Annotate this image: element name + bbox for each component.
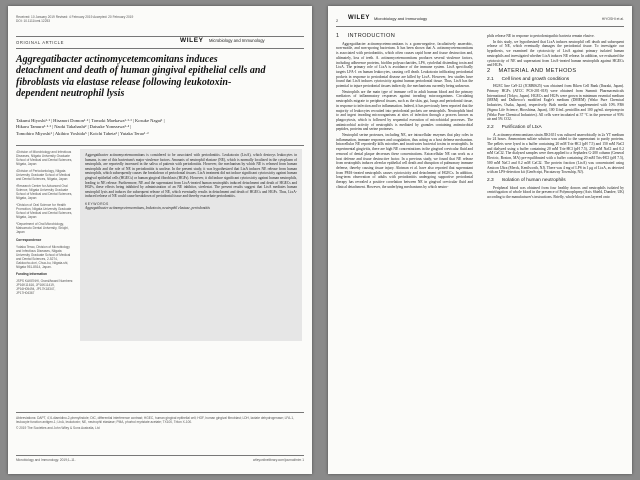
publisher-logo: WILEY: [348, 15, 370, 21]
paragraph: A. actinomycetemcomitans strain JIK1651 was cultured anaerobically in 2x YT medium for 24 hours. Ammonium sulfate solution was added to the supernatant to purify proteins. The pellets were lysed in a buffer containing 20 mM Tris-HCl (pH 7.5) and 150 mM NaCl and dialyzed using a buffer containing 20 mM Tris-HCl (pH 7.5), 250 mM NaCl and 0.2 mM CaCl2. The dialyzed samples were then applied to a Sephadex G-200 column (General Electric, Boston, MA) pre-equilibrated with a buffer containing 20 mM Tris-HCl (pH 7.5), 500 mM NaCl and 0.2 mM CaCl2. The protein fraction (LtxA) was concentrated using Amicon Ultra (Merck, Kenilworth, NJ). There was 4 mg of LPS in 1 μg of LtxA, as detected with an LPS-detection kit (GenScript, Piscataway Township, NJ).: [487, 132, 624, 175]
footnote-text: Abbreviations: DAPT, 4',6-diamidino-2-phenylindole; DIC, differential interference contrast; HGEC, human gingival epithelial cell; HGF, human gingival fibroblast; LDH, lactate dehydrogenase; LFA-1, leukocyte function antigen-1; LtxA, leukotoxin; NE, neutrophil elastase; PMA, phorbol myristate acetate; TX100, Triton X-100.: [16, 416, 295, 424]
history-line: Received: 10 January 2019 Revised: 4 February 2019 Accepted: 20 February 2019: [16, 15, 134, 19]
correspondence-address: Yutaka Terao, Division of Microbiology and Infectious Diseases, Niigata University Graduate School of Medical and Dental Sciences, 2-5274, Gakkocho-dori, Chuo-ku, Niigata-shi, Niigata 951-8514, Japan.: [16, 245, 71, 269]
paragraph: phils release NE in response to periodontopathic bacteria remain elusive.: [487, 34, 595, 38]
authors-rule: [16, 145, 304, 146]
section-heading: [487, 69, 624, 74]
author-line: Tomohiro Miyoshi¹ | Akihiro Yoshida⁵ | Koichi Tabeta² | Yutaka Terao¹·³: [16, 130, 149, 136]
running-head: HIYOSHI et al.: [601, 17, 624, 21]
paragraph: Neutrophil serine proteases, including NE, are intracellular enzymes that play roles in inflammation, immune responses and coagulation, thus acting as a host defense mechanism. Intracellular NE reportedly kills microbes and inactivates bacterial toxins in neutrophils. In experimental gingivitis, there are high NE concentrations in the gingival crevicular fluid and removal of dental plaque decreases these concentrations. Extracellular NE can work as a host defense and tissue destructive factor. In a previous study, we found that NE release from neutrophils induces alveolar epithelial cell death and disruption of pulmonary immune defense, thereby causing tissue injury. Alotman et al. have also reported that supernatant from PMA-treated neutrophils causes cytotoxicity and detachment of HGECs. In addition, long-term observation of adults with periodontitis undergoing supportive periodontal therapy has revealed a positive correlation between NE in gingival crevicular fluid and clinical detachment. However, the underlying mechanisms by which neutro-: [336, 133, 473, 189]
section-number: 2: [487, 67, 491, 74]
doi-line: DOI: 10.1111/omi.12253: [16, 19, 51, 23]
affiliation: ²Division of Periodontology, Niigata University Graduate School of Medical and Dental Sciences, Niigata, Japan: [16, 169, 71, 181]
copyright-text: © 2019 The Societies and John Wiley & Sons Australia, Ltd: [16, 426, 100, 430]
subsection-title: Isolation of human neutrophils: [501, 177, 566, 183]
section-heading: [336, 34, 473, 39]
page-number: 2: [336, 18, 339, 23]
footnote-rule: [16, 412, 304, 413]
footer-citation: Microbiology and Immunology. 2019;1–11.: [16, 458, 76, 462]
left-page: [8, 6, 312, 474]
subsection-heading: [487, 78, 624, 83]
text-column-right: [487, 34, 624, 201]
article-title: Aggregatibacter actinomycetemcomitans induces detachment and death of human gingival epithelial cells and fibroblasts via elastase release following leukotoxin-dependent neutrophil lysis: [16, 54, 266, 100]
section-title: INTRODUCTION: [347, 33, 396, 39]
page-footer: [16, 458, 304, 462]
correspondence-label: Correspondence: [16, 238, 42, 242]
affiliation: ¹Division of Microbiology and Infectious Diseases, Niigata University Graduate School of Medical and Dental Sciences, Niigata, Japan: [16, 150, 73, 166]
keywords-label: KEYWORDS: [85, 201, 109, 206]
subsection-number: 2.1: [487, 76, 494, 82]
funding-label: Funding information: [16, 272, 47, 276]
funding-text: JSPS KAKENHI, Grant/Award Numbers: JP16K11616, JP16K11419, JP16H05494, JP17K18347, JP17H04367: [16, 279, 74, 295]
footer-link[interactable]: wileyonlinelibrary.com/journal/mim 1: [253, 458, 304, 462]
paragraph: Aggregatibacter actinomycetemcomitans is a gram-negative, facultatively anaerobic, non-motile, and non-sporing bacterium. It has been shown that A. actinomycetemcomitans is associated with periodontitis, which often causes rapid bone and tissue destruction and, ultimately, loss of teeth. A. actinomycetemcomitans produces several virulence factors, including adherence proteins, biofilm polysaccharides, LPS, cytolethal distending toxin and LtxA. The primary role of LtxA is avoidance of the immune system. LtxA specifically targets LFA-1 on human leukocytes, causing cell death. Leukotoxin infiltrating periodontal pockets in response to periodontal disease are killed by LtxA. However, few studies have found that LtxA induces cytotoxicity against human periodontal tissue. Thus, LtxA has the potential to injure periodontal tissues indirectly, the mechanisms currently being unknown.: [336, 41, 473, 89]
paragraph: Peripheral blood was obtained from four healthy donors and neutrophils isolated by centrifugation of whole blood in the presence of Polymorphprep (Axis Shield, Dundee, UK) according to the manufacturer's instructions. Briefly, whole blood was layered onto: [487, 185, 624, 200]
paragraph: HGEC line Ca9-22 (JCRB0625) was obtained from Riken Cell Bank (Ibaraki, Japan). Primary HGFs (ATCC PCS-201-018) were obtained from Summit Pharmaceuticals International (Tokyo, Japan). HGECs and HGFs were grown in minimum essential medium (MEM) and Dulbecco's modified Eagle's medium (DMEM) (Wako Pure Chemical Industries, Osaka, Japan), respectively. Both media were supplemented with 10% FBS (Sigma Life Science, Hiroshima, Japan), 100 U/mL penicillin and 100 μg/mL streptomycin (Wako Pure Chemical Industries). All cells were incubated at 37 °C in the presence of 95% air and 5% CO2.: [487, 84, 624, 122]
abstract-text: Aggregatibacter actinomycetemcomitans is considered to be associated with periodontitis. Leukotoxin (LtxA), which destroys leukocytes in humans, is one of this bacterium's major virulence factors. Amounts of neutrophil elastase (NE), which is normally localized in the cytoplasm of neutrophils, are reportedly increased in the saliva of patients with periodontitis. However, the mechanism by which NE is released from human neutrophils and the role of NE in periodontitis is unclear. In the present study, it was hypothesized that LtxA induces NE release from human neutrophils, which subsequently causes the breakdown of periodontal tissues. LtxA treatment did not induce significant cytotoxicity against human gingival epithelial cells (HGECs) or human gingival fibroblasts (HGFs). However, it did induce significant cytotoxicity against human neutrophils, leading to NE release. Furthermore, NE and the supernatant from LtxA-treated human neutrophils induced detachment and death of HGECs and HGFs, these effects being inhibited by administration of an NE inhibitor, sivelestat. The present results suggest that LtxA mediates human neutrophil lysis and induces the subsequent release of NE, which eventually results in detachment and death of HGECs and HGFs. Thus, LtxA-induced release of NE could cause breakdown of periodontal tissue and thereby exacerbate periodontitis.: [85, 153, 297, 199]
subsection-number: 2.3: [487, 177, 494, 183]
author-line: Hikaru Tamura¹·²·³ | Naoki Takahashi² | Daisuke Yonezawa³·⁴ |: [16, 124, 132, 130]
affiliation: ⁴Division of Oral Science for Health Promotion, Niigata University Graduate School of Medical and Dental Sciences, Niigata, Japan: [16, 203, 73, 219]
paragraph: Neutrophils are the main type of immune cell in adult human blood and the primary mediators of inflammatory responses against invading microorganisms. Circulating neutrophils migrate to peripheral tissues, such as the skin, gut, lungs and periodontal tissue, in response to infection and/or inflammation. Indeed, it has previously been reported that the majority of leukocytes recruited into periodontal pockets are neutrophils. Neutrophils bind to and ingest invading microorganisms at sites of infection through a process known as phagocytosis, which is followed by sequential execution of microbicidal processes. The antimicrobial activity of neutrophils is mediated by granules containing antimicrobial peptides, proteins and serine proteases.: [336, 89, 473, 132]
journal-name: Microbiology and Immunology: [374, 16, 428, 21]
section-title: MATERIAL AND METHODS: [498, 67, 577, 74]
author-line: Takumi Hiyoshi¹·² | Hisanori Domon¹·³ | Tomoki Maekawa¹·²·³ | Kosuke Nagai¹ |: [16, 118, 165, 123]
header-rule: [336, 26, 624, 27]
section-label: ORIGINAL ARTICLE: [16, 40, 64, 45]
article-history: [16, 15, 156, 23]
header-rule: [16, 36, 304, 37]
affiliations: [16, 150, 74, 298]
keywords-text: Aggregatibacter actinomycetemcomitans, leukotoxin, neutrophil elastase, periodontitis: [85, 205, 210, 210]
footer-rule: [16, 455, 304, 456]
subsection-title: Purification of LtxA: [501, 124, 542, 130]
subsection-heading: [487, 179, 624, 184]
journal-name: Microbiology and Immunology: [209, 38, 265, 43]
right-page: [328, 6, 632, 474]
author-list: [16, 118, 286, 137]
text-column-left: [336, 34, 473, 191]
affiliation: ³Research Center for Advanced Oral Science, Niigata University Graduate School of Medical and Dental Sciences, Niigata, Japan: [16, 184, 73, 200]
subsection-title: Cell lines and growth conditions: [501, 76, 570, 82]
abbreviations-footnote: [16, 416, 304, 430]
affiliation: ⁵Department of Oral Microbiology, Matsumoto Dental University, Shiojiri, Japan: [16, 222, 69, 234]
section-number: 1: [336, 33, 340, 39]
abstract-box: [80, 149, 302, 341]
paragraph: In this study, we hypothesized that LtxA induces neutrophil cell death and subsequent release of NE, which eventually damages the periodontal tissue. To investigate our hypothesis, we examined the cytotoxicity of LtxA against primary isolated human neutrophils and investigated whether LtxA induces NE release. In addition, we evaluated the cytotoxicity of NE and supernatant from LtxA-treated human neutrophils against HGECs and HGFs.: [487, 39, 624, 68]
subsection-number: 2.2: [487, 124, 494, 130]
publisher-logo: WILEY: [180, 37, 204, 44]
title-rule: [16, 48, 304, 49]
subsection-heading: [487, 126, 624, 131]
